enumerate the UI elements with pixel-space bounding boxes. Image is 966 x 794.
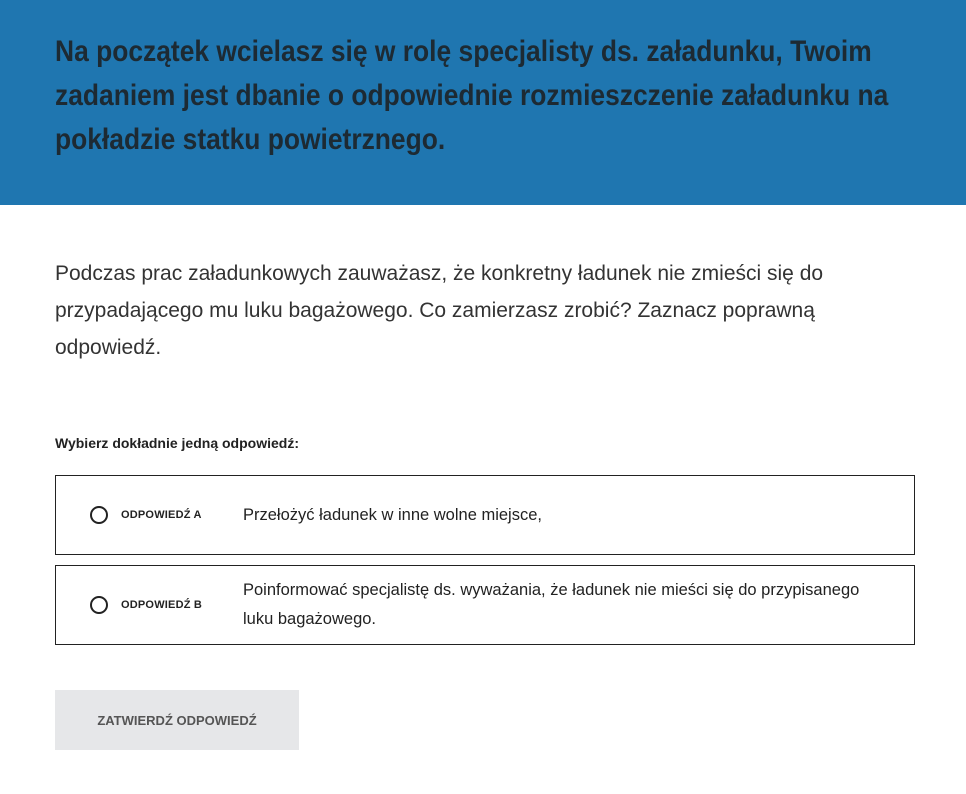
question-text: Podczas prac załadunkowych zauważasz, że konkretny ładunek nie zmieści się do przypadającego mu luku bagażowego. Co zamierzasz zrobić? Zaznacz poprawną odpowiedź. — [55, 262, 824, 359]
option-label: ODPOWIEDŹ B — [121, 599, 203, 611]
page-title: Na początek wcielasz się w rolę specjalisty ds. załadunku, Twoim zadaniem jest dbanie o odpowiednie rozmieszczenie załadunku na pokładzie statku powietrznego. — [55, 35, 889, 156]
option-label: ODPOWIEDŹ A — [121, 509, 202, 521]
instruction-label: Wybierz dokładnie jedną odpowiedź: — [55, 435, 299, 451]
submit-answer-button[interactable]: ZATWIERDŹ ODPOWIEDŹ — [55, 690, 299, 750]
answer-option-b[interactable] — [55, 565, 915, 645]
header-banner — [0, 0, 966, 205]
radio-icon[interactable] — [90, 596, 108, 614]
option-text: Poinformować specjalistę ds. wyważania, że ładunek nie mieści się do przypisanego luku bagażowego. — [243, 581, 860, 628]
answer-option-a[interactable] — [55, 475, 915, 555]
option-text: Przełożyć ładunek w inne wolne miejsce, — [243, 505, 542, 524]
radio-icon[interactable] — [90, 506, 108, 524]
